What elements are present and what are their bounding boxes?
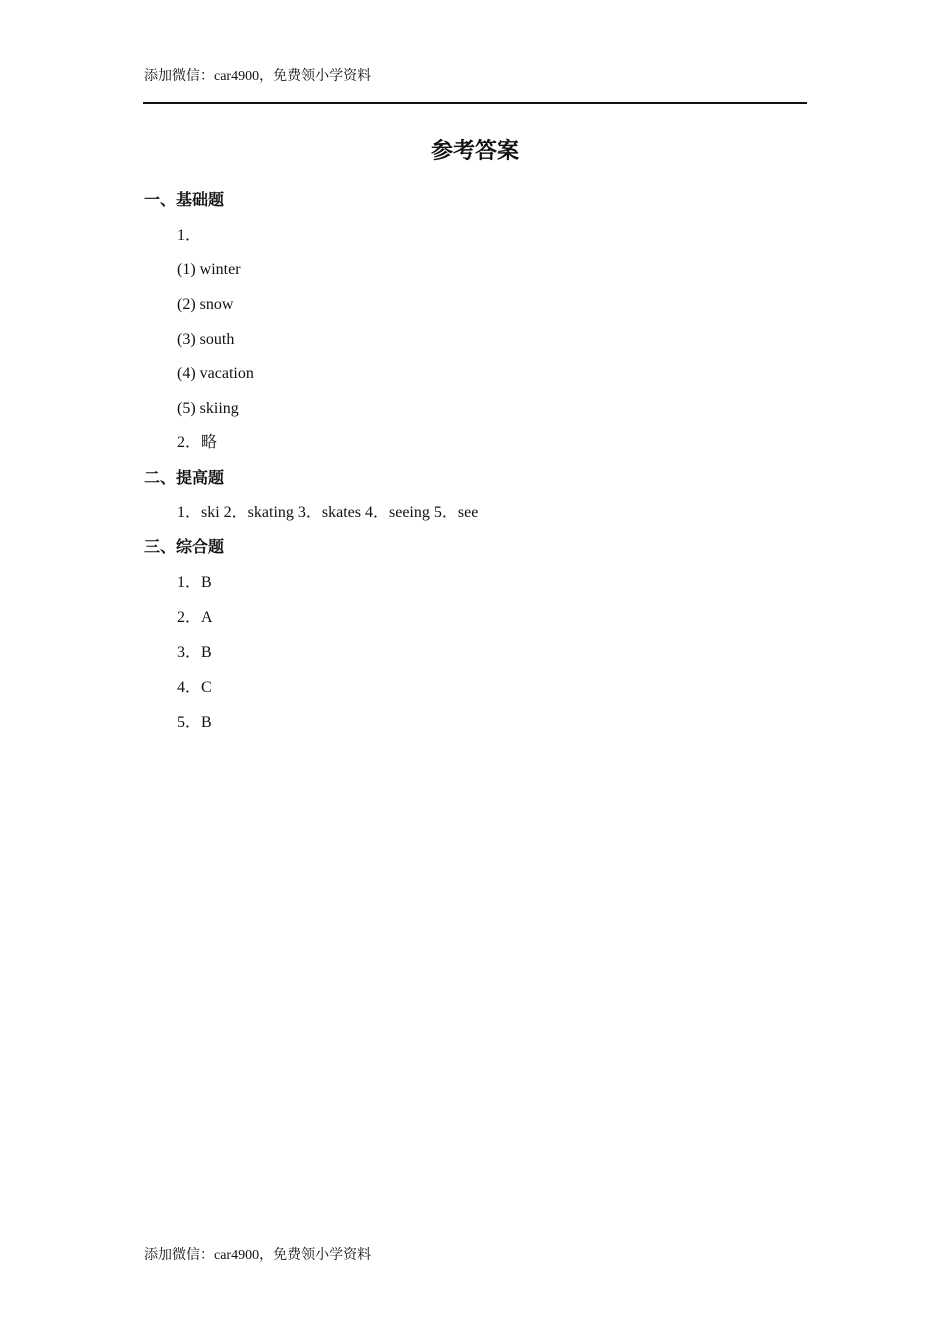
header-note: 添加微信：car4900，免费领小学资料 (144, 69, 372, 84)
section-heading-advanced: 二、提高题 (144, 470, 225, 487)
question-2-answer: 2．略 (177, 434, 218, 451)
answer-item: 4．C (177, 679, 212, 696)
answer-item: 5．B (177, 714, 212, 731)
answer-item: 1．B (177, 574, 212, 591)
footer-note: 添加微信：car4900，免费领小学资料 (144, 1248, 372, 1263)
answer-item: (2) snow (177, 296, 234, 313)
question-1-label: 1． (177, 227, 202, 244)
section-heading-basic: 一、基础题 (144, 192, 225, 209)
answer-item: (5) skiing (177, 400, 239, 417)
answer-item: 2．A (177, 609, 213, 626)
answer-item: (3) south (177, 331, 235, 348)
header-divider (143, 102, 807, 104)
answer-item: (1) winter (177, 261, 241, 278)
advanced-answers: 1．ski 2．skating 3．skates 4．seeing 5．see (177, 504, 479, 521)
answer-item: 3．B (177, 644, 212, 661)
answer-item: (4) vacation (177, 365, 254, 382)
section-heading-comprehensive: 三、综合题 (144, 539, 225, 556)
page-title: 参考答案 (430, 138, 519, 163)
